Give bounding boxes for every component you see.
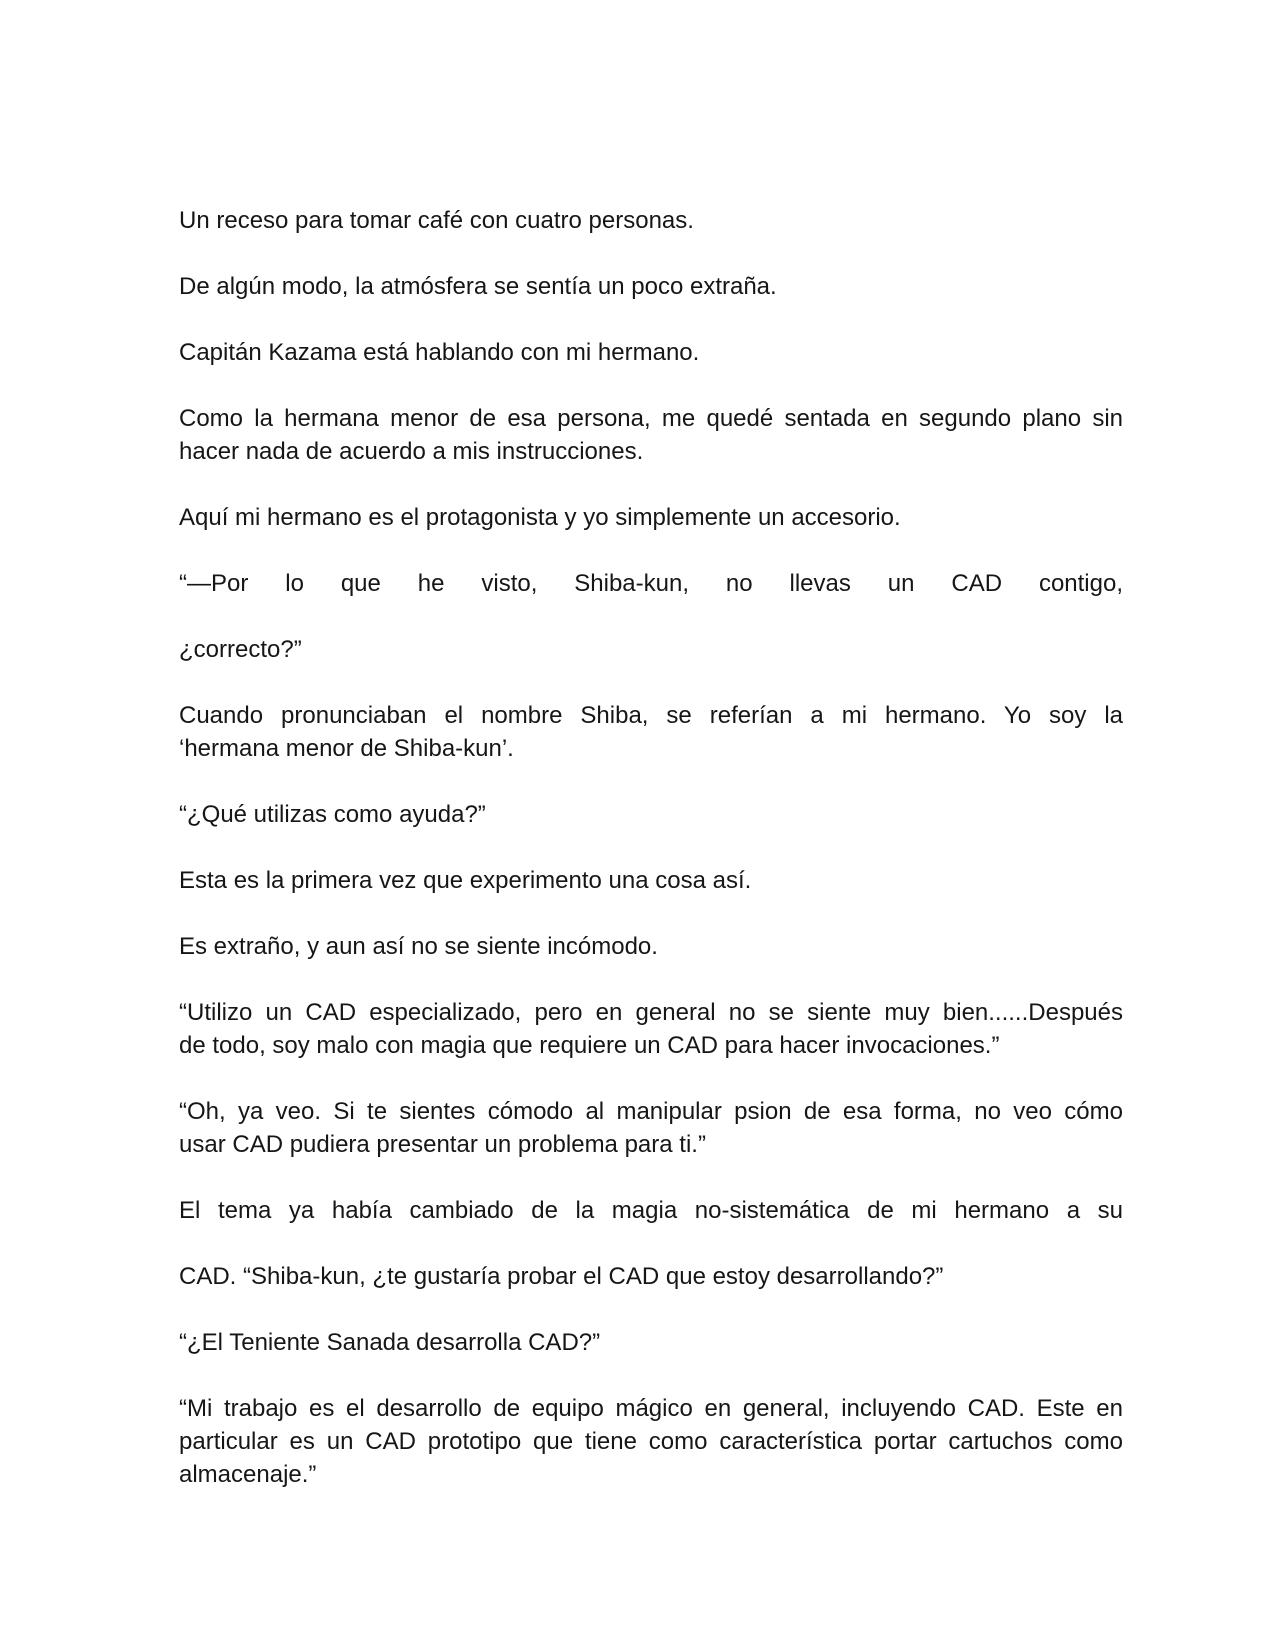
text-line: “¿Qué utilizas como ayuda?” <box>179 801 486 828</box>
paragraph <box>179 864 1123 897</box>
text-line: hacer nada de acuerdo a mis instrucciones. <box>179 438 644 465</box>
text-line: “¿El Teniente Sanada desarrolla CAD?” <box>179 1329 601 1356</box>
paragraph <box>179 1392 1123 1491</box>
text-line: El tema ya había cambiado de la magia no-sistemática de mi hermano a su <box>179 1197 1123 1224</box>
paragraph <box>179 798 1123 831</box>
text-line: Como la hermana menor de esa persona, me quedé sentada en segundo plano sin <box>179 405 1123 432</box>
paragraph <box>179 633 1123 666</box>
text-line: Un receso para tomar café con cuatro personas. <box>179 207 694 234</box>
text-line: ¿correcto?” <box>179 636 302 663</box>
text-line: usar CAD pudiera presentar un problema para ti.” <box>179 1131 706 1158</box>
paragraph <box>179 1260 1123 1293</box>
text-line: Aquí mi hermano es el protagonista y yo simplemente un accesorio. <box>179 504 901 531</box>
paragraph <box>179 402 1123 468</box>
text-line: almacenaje.” <box>179 1461 317 1488</box>
paragraph <box>179 1095 1123 1161</box>
paragraph <box>179 699 1123 765</box>
paragraph <box>179 567 1123 600</box>
text-line: particular es un CAD prototipo que tiene como característica portar cartuchos como <box>179 1428 1123 1455</box>
paragraph <box>179 930 1123 963</box>
text-line: Cuando pronunciaban el nombre Shiba, se referían a mi hermano. Yo soy la <box>179 702 1123 729</box>
paragraph <box>179 270 1123 303</box>
paragraph <box>179 204 1123 237</box>
text-line: ‘hermana menor de Shiba-kun’. <box>179 735 514 762</box>
text-line: “Oh, ya veo. Si te sientes cómodo al manipular psion de esa forma, no veo cómo <box>179 1098 1123 1125</box>
paragraph <box>179 336 1123 369</box>
text-line: “—Por lo que he visto, Shiba-kun, no llevas un CAD contigo, <box>179 570 1123 597</box>
paragraph <box>179 996 1123 1062</box>
text-line: De algún modo, la atmósfera se sentía un poco extraña. <box>179 273 777 300</box>
paragraph <box>179 1326 1123 1359</box>
text-line: CAD. “Shiba-kun, ¿te gustaría probar el CAD que estoy desarrollando?” <box>179 1263 944 1290</box>
text-line: “Mi trabajo es el desarrollo de equipo mágico en general, incluyendo CAD. Este en <box>179 1395 1123 1422</box>
text-line: Esta es la primera vez que experimento una cosa así. <box>179 867 752 894</box>
paragraph <box>179 501 1123 534</box>
paragraph <box>179 1194 1123 1227</box>
text-line: de todo, soy malo con magia que requiere un CAD para hacer invocaciones.” <box>179 1032 1000 1059</box>
text-line: “Utilizo un CAD especializado, pero en general no se siente muy bien......Después <box>179 999 1123 1026</box>
text-line: Es extraño, y aun así no se siente incómodo. <box>179 933 658 960</box>
text-line: Capitán Kazama está hablando con mi hermano. <box>179 339 700 366</box>
